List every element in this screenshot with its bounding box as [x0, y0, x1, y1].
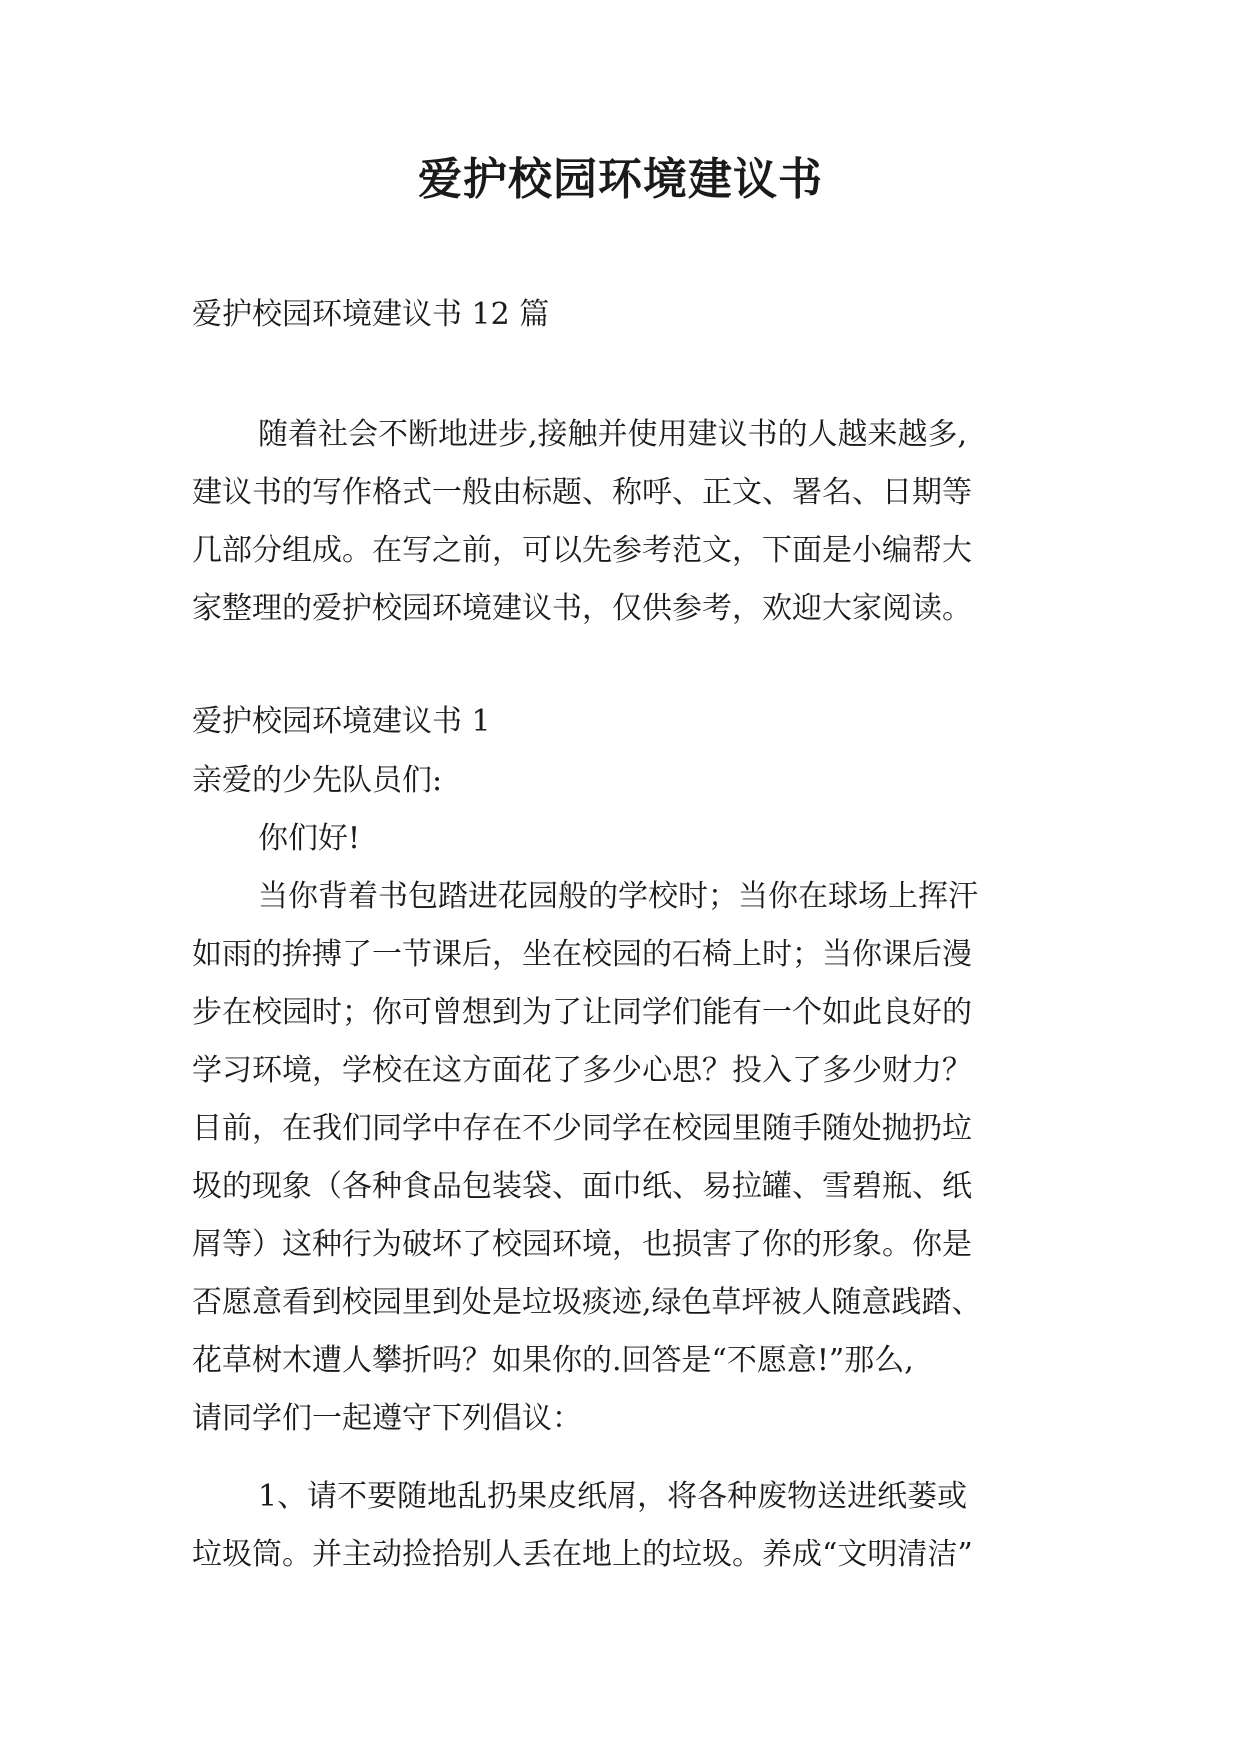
body-line: 屑等）这种行为破坏了校园环境，也损害了你的形象。你是 — [192, 1227, 972, 1262]
document-subtitle: 爱护校园环境建议书 12 篇 — [192, 297, 550, 332]
intro-line: 家整理的爱护校园环境建议书，仅供参考，欢迎大家阅读。 — [192, 591, 972, 626]
body-line: 请同学们一起遵守下列倡议： — [192, 1401, 582, 1436]
intro-line: 随着社会不断地进步,接触并使用建议书的人越来越多, — [258, 417, 968, 452]
body-line: 当你背着书包踏进花园般的学校时；当你在球场上挥汗 — [258, 879, 978, 914]
body-paragraph — [192, 868, 1062, 1448]
body-line: 学习环境，学校在这方面花了多少心思？投入了多少财力？ — [192, 1053, 972, 1088]
section-heading: 爱护校园环境建议书 1 — [192, 704, 491, 739]
document-title: 爱护校园环境建议书 — [418, 154, 823, 205]
list-item-line: 1、请不要随地乱扔果皮纸屑，将各种废物送进纸蒌或 — [258, 1479, 968, 1514]
salutation: 亲爱的少先队员们: — [192, 763, 443, 798]
list-item-line: 垃圾筒。并主动捡拾别人丢在地上的垃圾。养成“文明清洁” — [192, 1537, 973, 1572]
intro-line: 建议书的写作格式一般由标题、称呼、正文、署名、日期等 — [192, 475, 972, 510]
greeting: 你们好! — [258, 821, 361, 856]
body-line: 圾的现象（各种食品包装袋、面巾纸、易拉罐、雪碧瓶、纸 — [192, 1169, 972, 1204]
body-line: 花草树木遭人攀折吗？如果你的.回答是“不愿意!”那么, — [192, 1343, 914, 1378]
intro-paragraph — [192, 406, 1062, 638]
body-line: 否愿意看到校园里到处是垃圾痰迹,绿色草坪被人随意践踏、 — [192, 1285, 982, 1320]
intro-line: 几部分组成。在写之前，可以先参考范文，下面是小编帮大 — [192, 533, 972, 568]
body-line: 目前，在我们同学中存在不少同学在校园里随手随处抛扔垃 — [192, 1111, 972, 1146]
body-line: 如雨的拚搏了一节课后，坐在校园的石椅上时；当你课后漫 — [192, 937, 972, 972]
list-item — [192, 1468, 1062, 1584]
body-line: 步在校园时；你可曾想到为了让同学们能有一个如此良好的 — [192, 995, 972, 1030]
